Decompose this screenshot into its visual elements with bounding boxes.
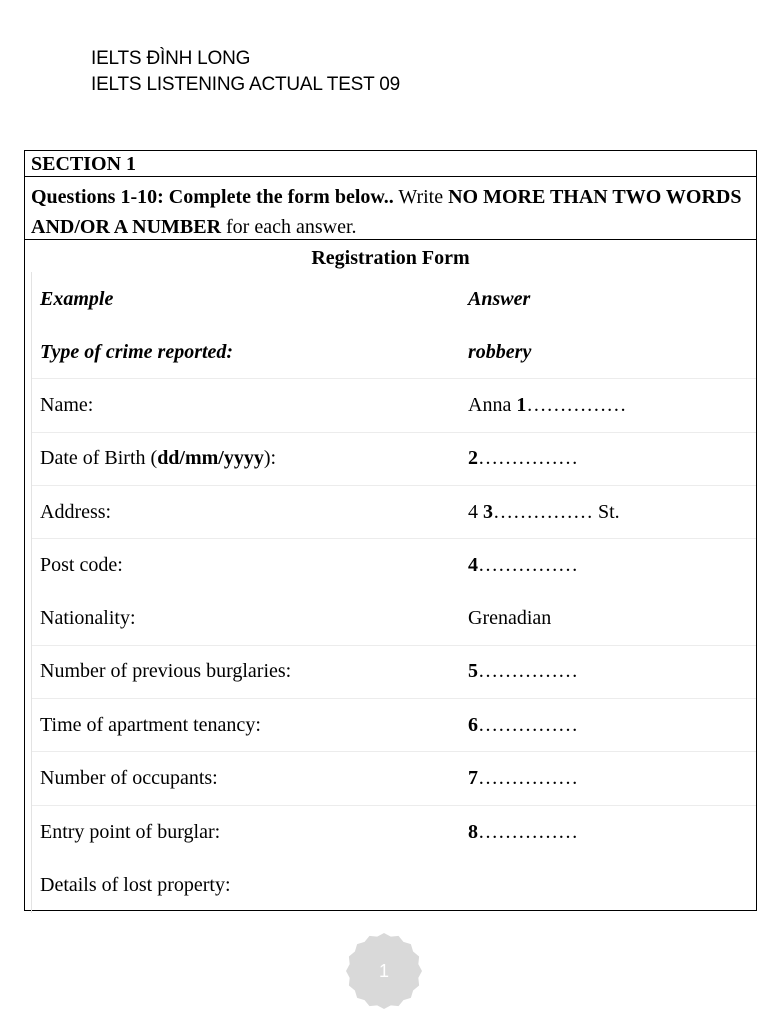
row-label: Entry point of burglar: [40, 820, 221, 843]
form-row-lost-property [32, 859, 756, 913]
form-row-occupants [32, 752, 756, 805]
question-box [24, 150, 757, 911]
answer-blank[interactable]: …………… [478, 767, 578, 790]
form-row-name [32, 379, 756, 432]
date-format: dd/mm/yyyy [157, 447, 264, 470]
form-row-post-code [32, 539, 756, 592]
row-label: Nationality: [40, 607, 136, 630]
form-row-tenancy [32, 699, 756, 752]
answer-prefix: 4 [468, 500, 483, 523]
question-number: 7 [468, 767, 478, 790]
row-answer [468, 821, 578, 844]
form-row-entry-point [32, 806, 756, 859]
row-label: Number of previous burglaries: [40, 660, 292, 683]
instructions-limit: NO MORE THAN TWO WORDS AND/OR A NUMBER [31, 186, 742, 238]
row-answer [468, 394, 626, 417]
label-part: Date of Birth ( [40, 447, 158, 470]
header-line-1: IELTS ĐÌNH LONG [91, 48, 251, 69]
example-label: Example [40, 287, 114, 310]
answer-blank[interactable]: …………… [478, 713, 578, 736]
document-header [91, 46, 400, 98]
question-number: 5 [468, 660, 478, 683]
row-answer [468, 660, 578, 683]
example-row-answer: robbery [468, 340, 532, 363]
question-number: 2 [468, 447, 478, 470]
row-label: Details of lost property: [40, 874, 231, 897]
form-row-address [32, 486, 756, 539]
page-number: 1 [378, 961, 389, 981]
answer-blank[interactable]: …………… [478, 660, 578, 683]
example-row [32, 326, 756, 379]
instructions-questions: Questions 1-10: Complete the form below.. [31, 186, 394, 208]
form-row-nationality [32, 592, 756, 645]
row-answer [468, 447, 578, 470]
question-number: 6 [468, 713, 478, 736]
row-label: Number of occupants: [40, 767, 218, 790]
answer-blank[interactable]: …………… [478, 820, 578, 843]
question-number: 3 [483, 500, 493, 523]
row-label: Name: [40, 393, 94, 416]
instructions-tail: for each answer. [221, 216, 357, 238]
row-answer [468, 554, 578, 577]
question-number: 8 [468, 820, 478, 843]
row-label: Address: [40, 500, 112, 523]
form-title: Registration Form [311, 247, 470, 269]
row-value: Grenadian [468, 607, 552, 630]
row-answer [468, 714, 578, 737]
answer-prefix: Anna [468, 393, 517, 416]
answer-blank[interactable]: …………… [478, 554, 578, 577]
example-row-label: Type of crime reported: [40, 340, 234, 363]
instructions [25, 177, 756, 240]
example-header-row [32, 272, 756, 326]
registration-form-table [31, 272, 756, 913]
row-label: Time of apartment tenancy: [40, 713, 261, 736]
question-number: 1 [516, 393, 527, 416]
row-answer [468, 767, 578, 790]
row-answer [468, 501, 620, 524]
answer-label: Answer [468, 287, 531, 310]
answer-blank[interactable]: …………… [478, 447, 578, 470]
row-label [32, 447, 468, 470]
form-row-date-of-birth [32, 433, 756, 486]
row-label: Post code: [40, 554, 123, 577]
instructions-write: Write [393, 186, 449, 208]
answer-blank[interactable]: …………… [493, 500, 593, 523]
section-title: SECTION 1 [25, 151, 756, 177]
question-number: 4 [468, 554, 478, 577]
answer-blank[interactable]: …………… [526, 393, 627, 416]
answer-suffix: St. [593, 500, 620, 523]
form-row-previous-burglaries [32, 646, 756, 699]
header-line-2: IELTS LISTENING ACTUAL TEST 09 [91, 74, 401, 95]
label-part: ): [263, 447, 277, 470]
